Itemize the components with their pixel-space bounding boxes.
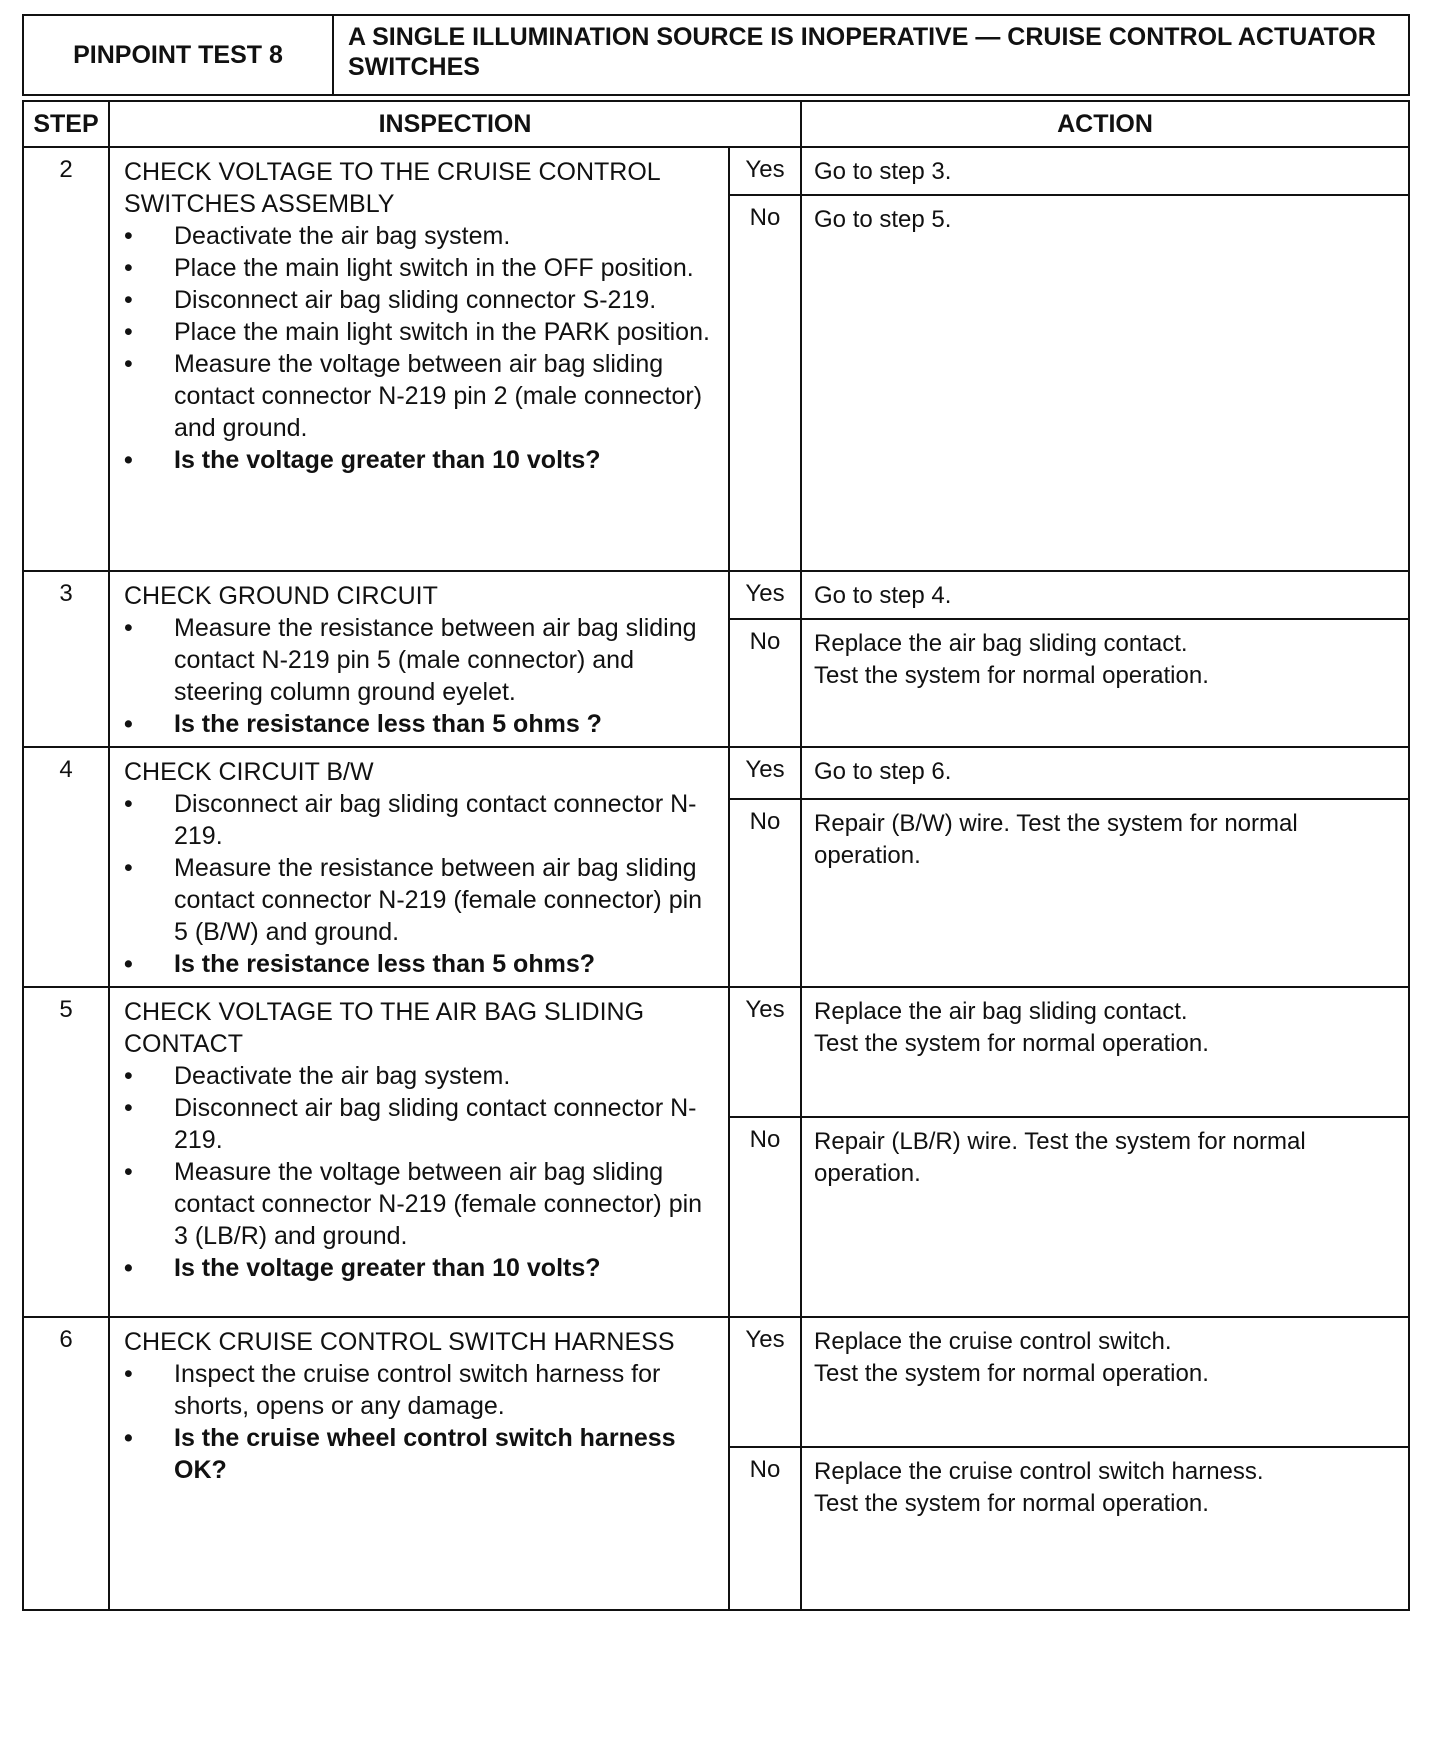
- action-line: Go to step 3.: [814, 158, 952, 185]
- action-line: Go to step 5.: [814, 206, 952, 233]
- inspection-bullet: • Disconnect air bag sliding contact connector N-219.: [124, 1092, 718, 1156]
- steps-body: [23, 147, 1409, 1610]
- step-number: 2: [23, 147, 109, 571]
- yes-action: [801, 747, 1409, 799]
- inspection-bullet: • Deactivate the air bag system.: [124, 220, 718, 252]
- yes-label: Yes: [729, 987, 801, 1117]
- no-label: No: [729, 195, 801, 571]
- col-step-header: STEP: [23, 101, 109, 147]
- inspection-title: CHECK VOLTAGE TO THE AIR BAG SLIDING CONTACT: [124, 998, 645, 1058]
- inspection-bullet: • Disconnect air bag sliding connector S-219.: [124, 284, 718, 316]
- yes-action: [801, 147, 1409, 195]
- inspection-bullet: • Measure the voltage between air bag sliding contact connector N-219 (female connector) pin 3 (LB/R) and ground.: [124, 1156, 718, 1252]
- test-number: PINPOINT TEST 8: [24, 16, 334, 94]
- inspection-title: CHECK CRUISE CONTROL SWITCH HARNESS: [124, 1328, 675, 1356]
- inspection-bullets: [124, 1358, 718, 1486]
- action-line: Test the system for normal operation.: [814, 1030, 1209, 1057]
- test-title: A SINGLE ILLUMINATION SOURCE IS INOPERATIVE — CRUISE CONTROL ACTUATOR SWITCHES: [348, 23, 1376, 81]
- inspection-cell: [109, 747, 729, 987]
- inspection-bullet: • Measure the resistance between air bag sliding contact N-219 pin 5 (male connector) and steering column ground eyelet.: [124, 612, 718, 708]
- action-line: Replace the cruise control switch harness.: [814, 1458, 1264, 1485]
- inspection-bullet: • Deactivate the air bag system.: [124, 1060, 718, 1092]
- step-row-yes: [23, 987, 1409, 1117]
- no-label: No: [729, 619, 801, 747]
- col-inspection-header: INSPECTION: [109, 101, 801, 147]
- step-number: 5: [23, 987, 109, 1317]
- step-number: 4: [23, 747, 109, 987]
- inspection-bullet: • Place the main light switch in the PARK position.: [124, 316, 718, 348]
- action-line: Test the system for normal operation.: [814, 1360, 1209, 1387]
- action-line: Go to step 6.: [814, 758, 952, 785]
- inspection-bullet: • Disconnect air bag sliding contact connector N-219.: [124, 788, 718, 852]
- action-line: Test the system for normal operation.: [814, 662, 1209, 689]
- step-row-yes: [23, 147, 1409, 195]
- inspection-bullets: [124, 1060, 718, 1284]
- step-number: 6: [23, 1317, 109, 1610]
- inspection-cell: [109, 571, 729, 747]
- col-action-header: ACTION: [801, 101, 1409, 147]
- no-action: [801, 1447, 1409, 1610]
- action-line: Go to step 4.: [814, 582, 952, 609]
- yes-label: Yes: [729, 571, 801, 619]
- inspection-bullet: • Inspect the cruise control switch harness for shorts, opens or any damage.: [124, 1358, 718, 1422]
- inspection-bullets: [124, 220, 718, 476]
- no-label: No: [729, 1117, 801, 1317]
- inspection-title: CHECK CIRCUIT B/W: [124, 758, 374, 786]
- yes-label: Yes: [729, 747, 801, 799]
- yes-label: Yes: [729, 1317, 801, 1447]
- action-line: Repair (LB/R) wire. Test the system for normal operation.: [814, 1128, 1306, 1187]
- yes-action: [801, 987, 1409, 1117]
- inspection-bullet: • Measure the voltage between air bag sliding contact connector N-219 pin 2 (male connector) and ground.: [124, 348, 718, 444]
- no-label: No: [729, 799, 801, 987]
- test-header: [22, 14, 1410, 96]
- inspection-bullets: [124, 612, 718, 740]
- inspection-question: • Is the resistance less than 5 ohms?: [124, 948, 718, 980]
- inspection-title: CHECK VOLTAGE TO THE CRUISE CONTROL SWITCHES ASSEMBLY: [124, 158, 660, 218]
- action-line: Replace the air bag sliding contact.: [814, 630, 1188, 657]
- no-action: [801, 799, 1409, 987]
- inspection-title: CHECK GROUND CIRCUIT: [124, 582, 438, 610]
- yes-action: [801, 571, 1409, 619]
- no-action: [801, 195, 1409, 571]
- inspection-cell: [109, 1317, 729, 1610]
- inspection-bullet: • Place the main light switch in the OFF position.: [124, 252, 718, 284]
- inspection-question: • Is the voltage greater than 10 volts?: [124, 444, 718, 476]
- inspection-question: • Is the resistance less than 5 ohms ?: [124, 708, 718, 740]
- yes-action: [801, 1317, 1409, 1447]
- action-line: Repair (B/W) wire. Test the system for normal operation.: [814, 810, 1298, 870]
- inspection-bullets: [124, 788, 718, 980]
- inspection-bullet: • Measure the resistance between air bag sliding contact connector N-219 (female connector) pin 5 (B/W) and ground.: [124, 852, 718, 948]
- steps-table: [22, 100, 1410, 1611]
- step-row-yes: [23, 571, 1409, 619]
- step-row-yes: [23, 1317, 1409, 1447]
- yes-label: Yes: [729, 147, 801, 195]
- no-action: [801, 1117, 1409, 1317]
- pinpoint-test-page: [22, 14, 1410, 1611]
- action-line: Replace the air bag sliding contact.: [814, 998, 1188, 1025]
- no-action: [801, 619, 1409, 747]
- inspection-question: • Is the voltage greater than 10 volts?: [124, 1252, 718, 1284]
- inspection-question: • Is the cruise wheel control switch harness OK?: [124, 1422, 718, 1486]
- step-number: 3: [23, 571, 109, 747]
- inspection-cell: [109, 987, 729, 1317]
- column-header-row: [23, 101, 1409, 147]
- action-line: Replace the cruise control switch.: [814, 1328, 1172, 1355]
- step-row-yes: [23, 747, 1409, 799]
- no-label: No: [729, 1447, 801, 1610]
- inspection-cell: [109, 147, 729, 571]
- action-line: Test the system for normal operation.: [814, 1490, 1209, 1517]
